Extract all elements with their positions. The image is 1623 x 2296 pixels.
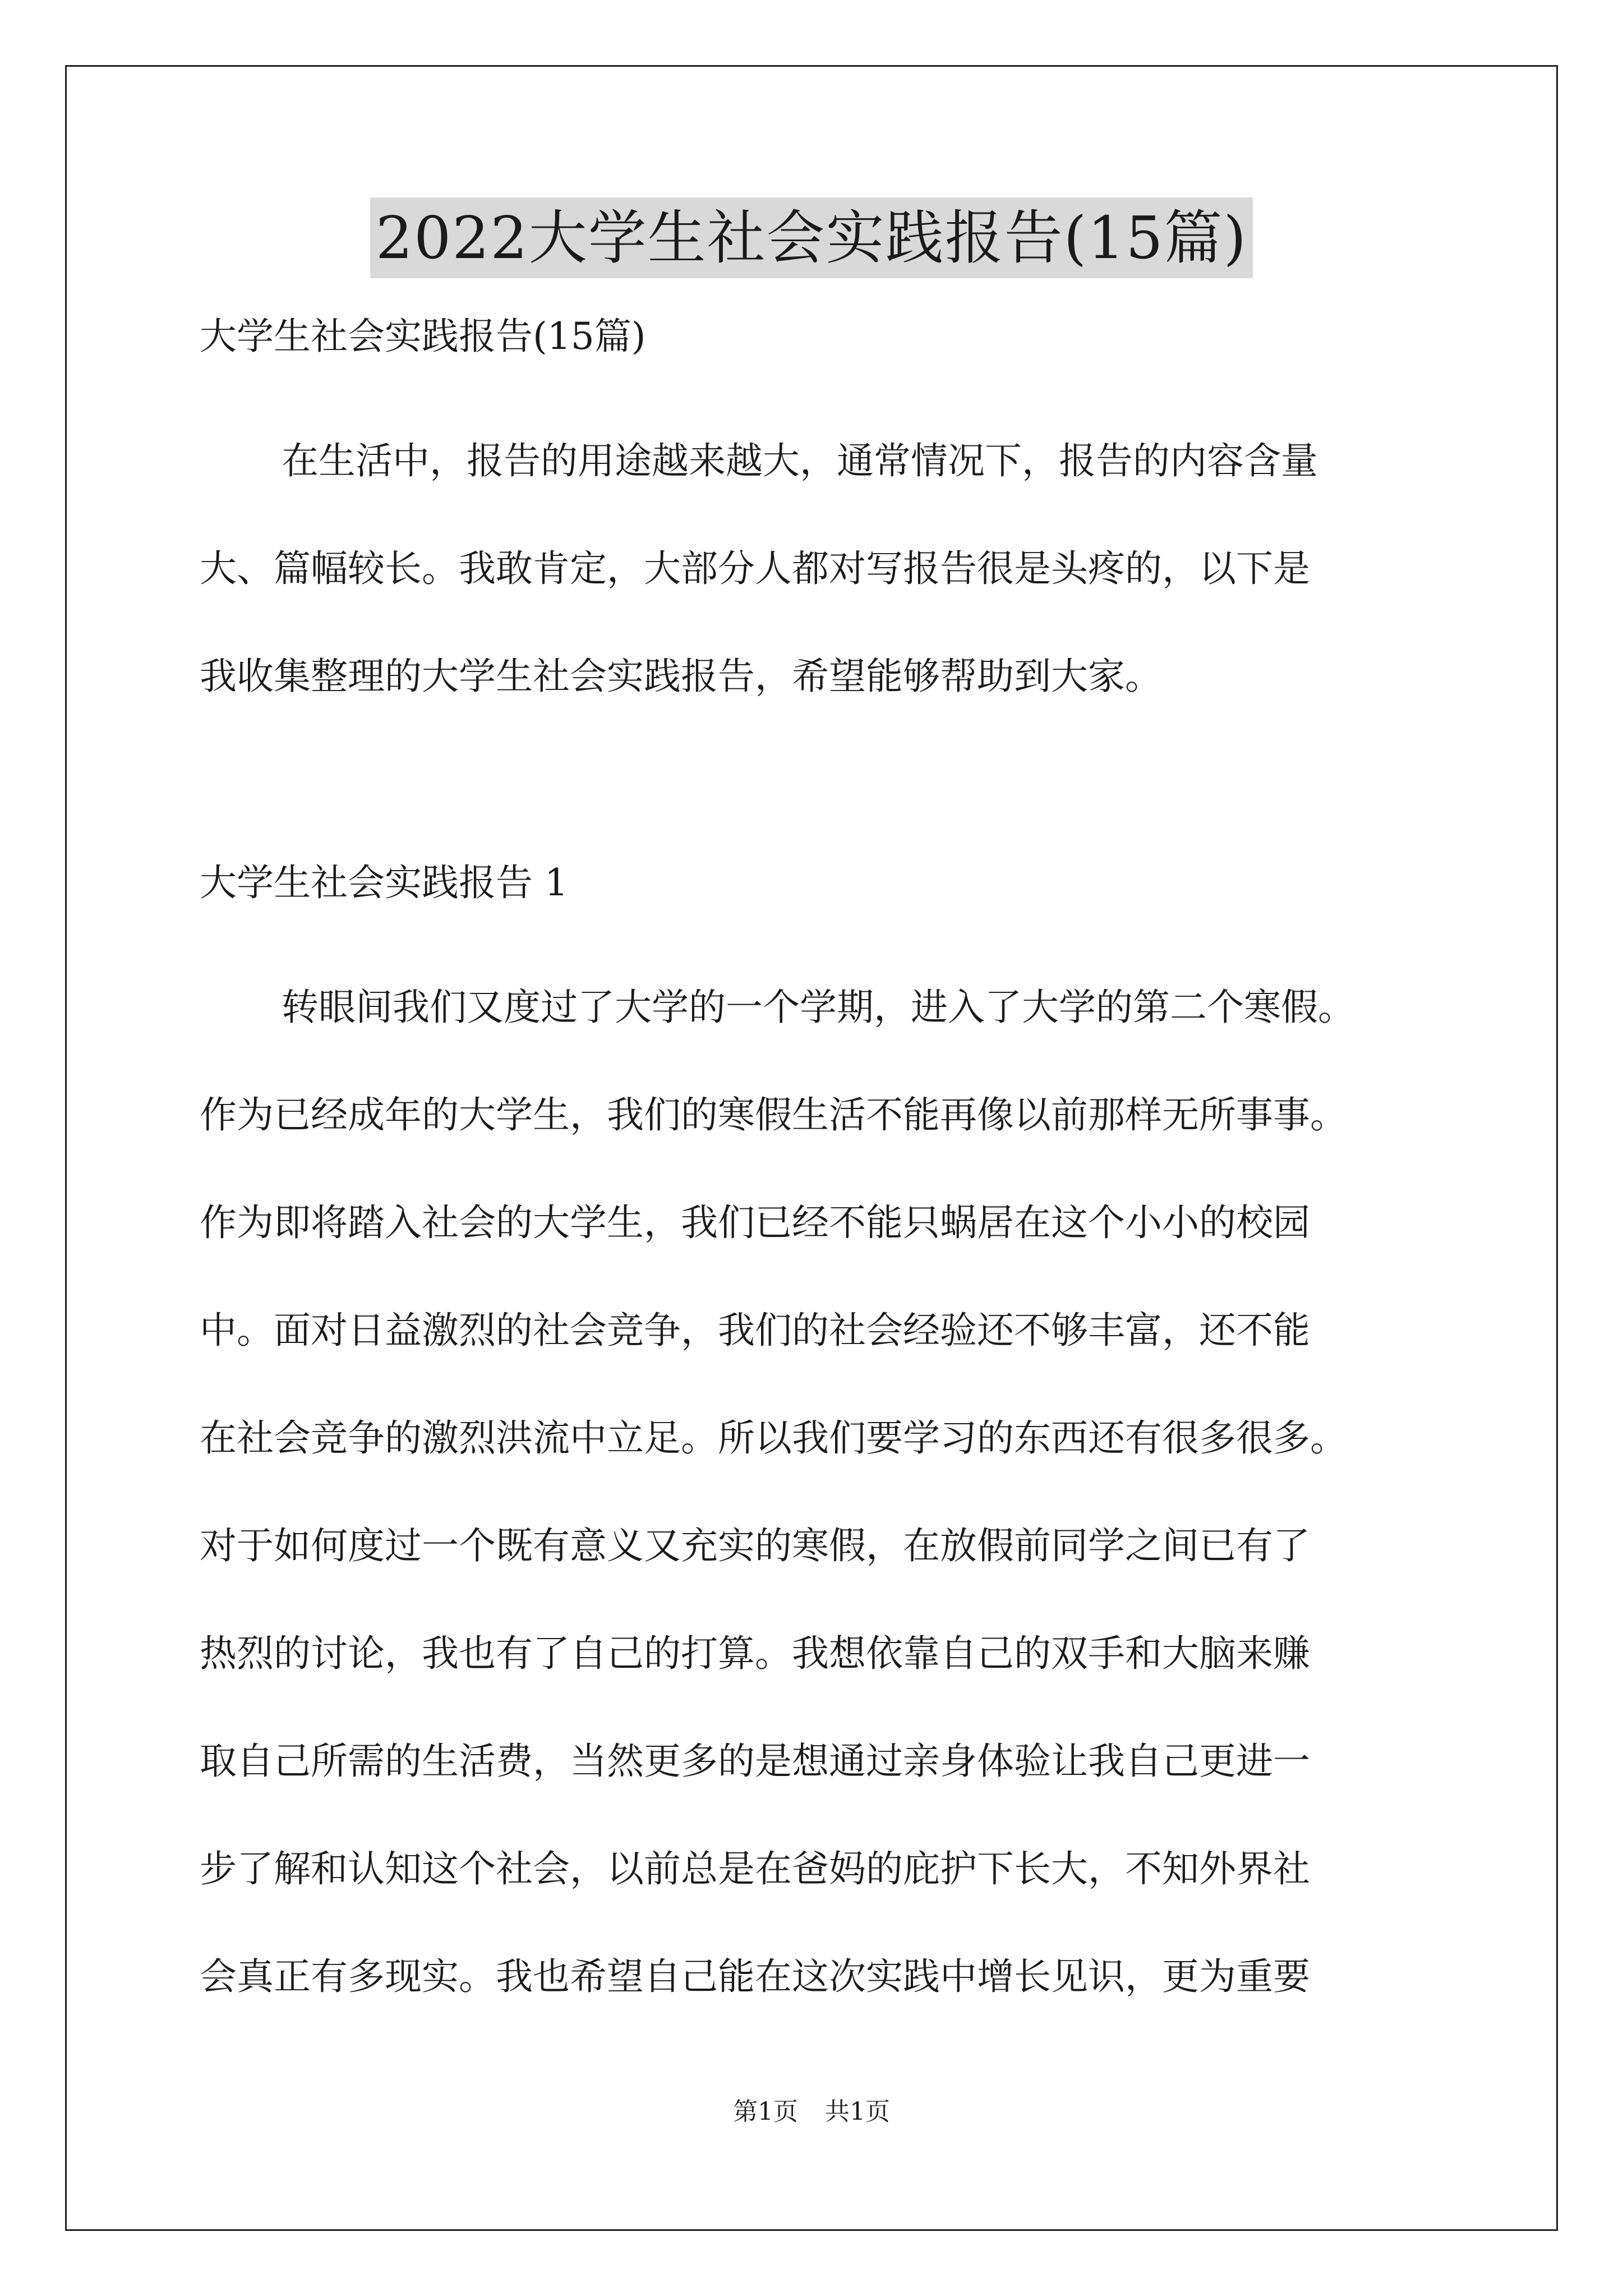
paragraph-line: 对于如何度过一个既有意义又充实的寒假，在放假前同学之间已有了 xyxy=(200,1524,1310,1567)
paragraph-line: 步了解和认知这个社会，以前总是在爸妈的庇护下长大，不知外界社 xyxy=(200,1847,1310,1890)
paragraph-line: 作为即将踏入社会的大学生，我们已经不能只蜗居在这个小小的校园 xyxy=(200,1201,1310,1244)
section-heading: 大学生社会实践报告 1 xyxy=(200,861,568,904)
page-number-current: 第1页 xyxy=(733,2097,798,2126)
paragraph-line: 作为已经成年的大学生，我们的寒假生活不能再像以前那样无所事事。 xyxy=(200,1093,1347,1137)
paragraph-line: 我收集整理的大学生社会实践报告，希望能够帮助到大家。 xyxy=(200,655,1162,698)
page-footer xyxy=(0,2095,1623,2129)
paragraph-line: 大、篇幅较长。我敢肯定，大部分人都对写报告很是头疼的，以下是 xyxy=(200,547,1310,590)
paragraph-line: 中。面对日益激烈的社会竞争，我们的社会经验还不够丰富，还不能 xyxy=(200,1309,1310,1352)
paragraph-line: 取自己所需的生活费，当然更多的是想通过亲身体验让我自己更进一 xyxy=(200,1740,1310,1783)
document-subtitle: 大学生社会实践报告(15篇) xyxy=(200,315,646,358)
paragraph-line: 会真正有多现实。我也希望自己能在这次实践中增长见识，更为重要 xyxy=(200,1955,1310,1998)
paragraph-line: 在生活中，报告的用途越来越大，通常情况下，报告的内容含量 xyxy=(282,439,1318,482)
paragraph-line: 热烈的讨论，我也有了自己的打算。我想依靠自己的双手和大脑来赚 xyxy=(200,1632,1310,1675)
body-paragraph xyxy=(200,954,1433,2031)
document-body xyxy=(200,309,1433,2031)
intro-paragraph xyxy=(200,407,1433,730)
document-title: 2022大学生社会实践报告(15篇) xyxy=(370,197,1253,278)
paragraph-line: 转眼间我们又度过了大学的一个学期，进入了大学的第二个寒假。 xyxy=(282,986,1355,1029)
paragraph-line: 在社会竞争的激烈洪流中立足。所以我们要学习的东西还有很多很多。 xyxy=(200,1416,1347,1460)
page-number-total: 共1页 xyxy=(825,2097,890,2126)
title-container xyxy=(0,197,1623,278)
